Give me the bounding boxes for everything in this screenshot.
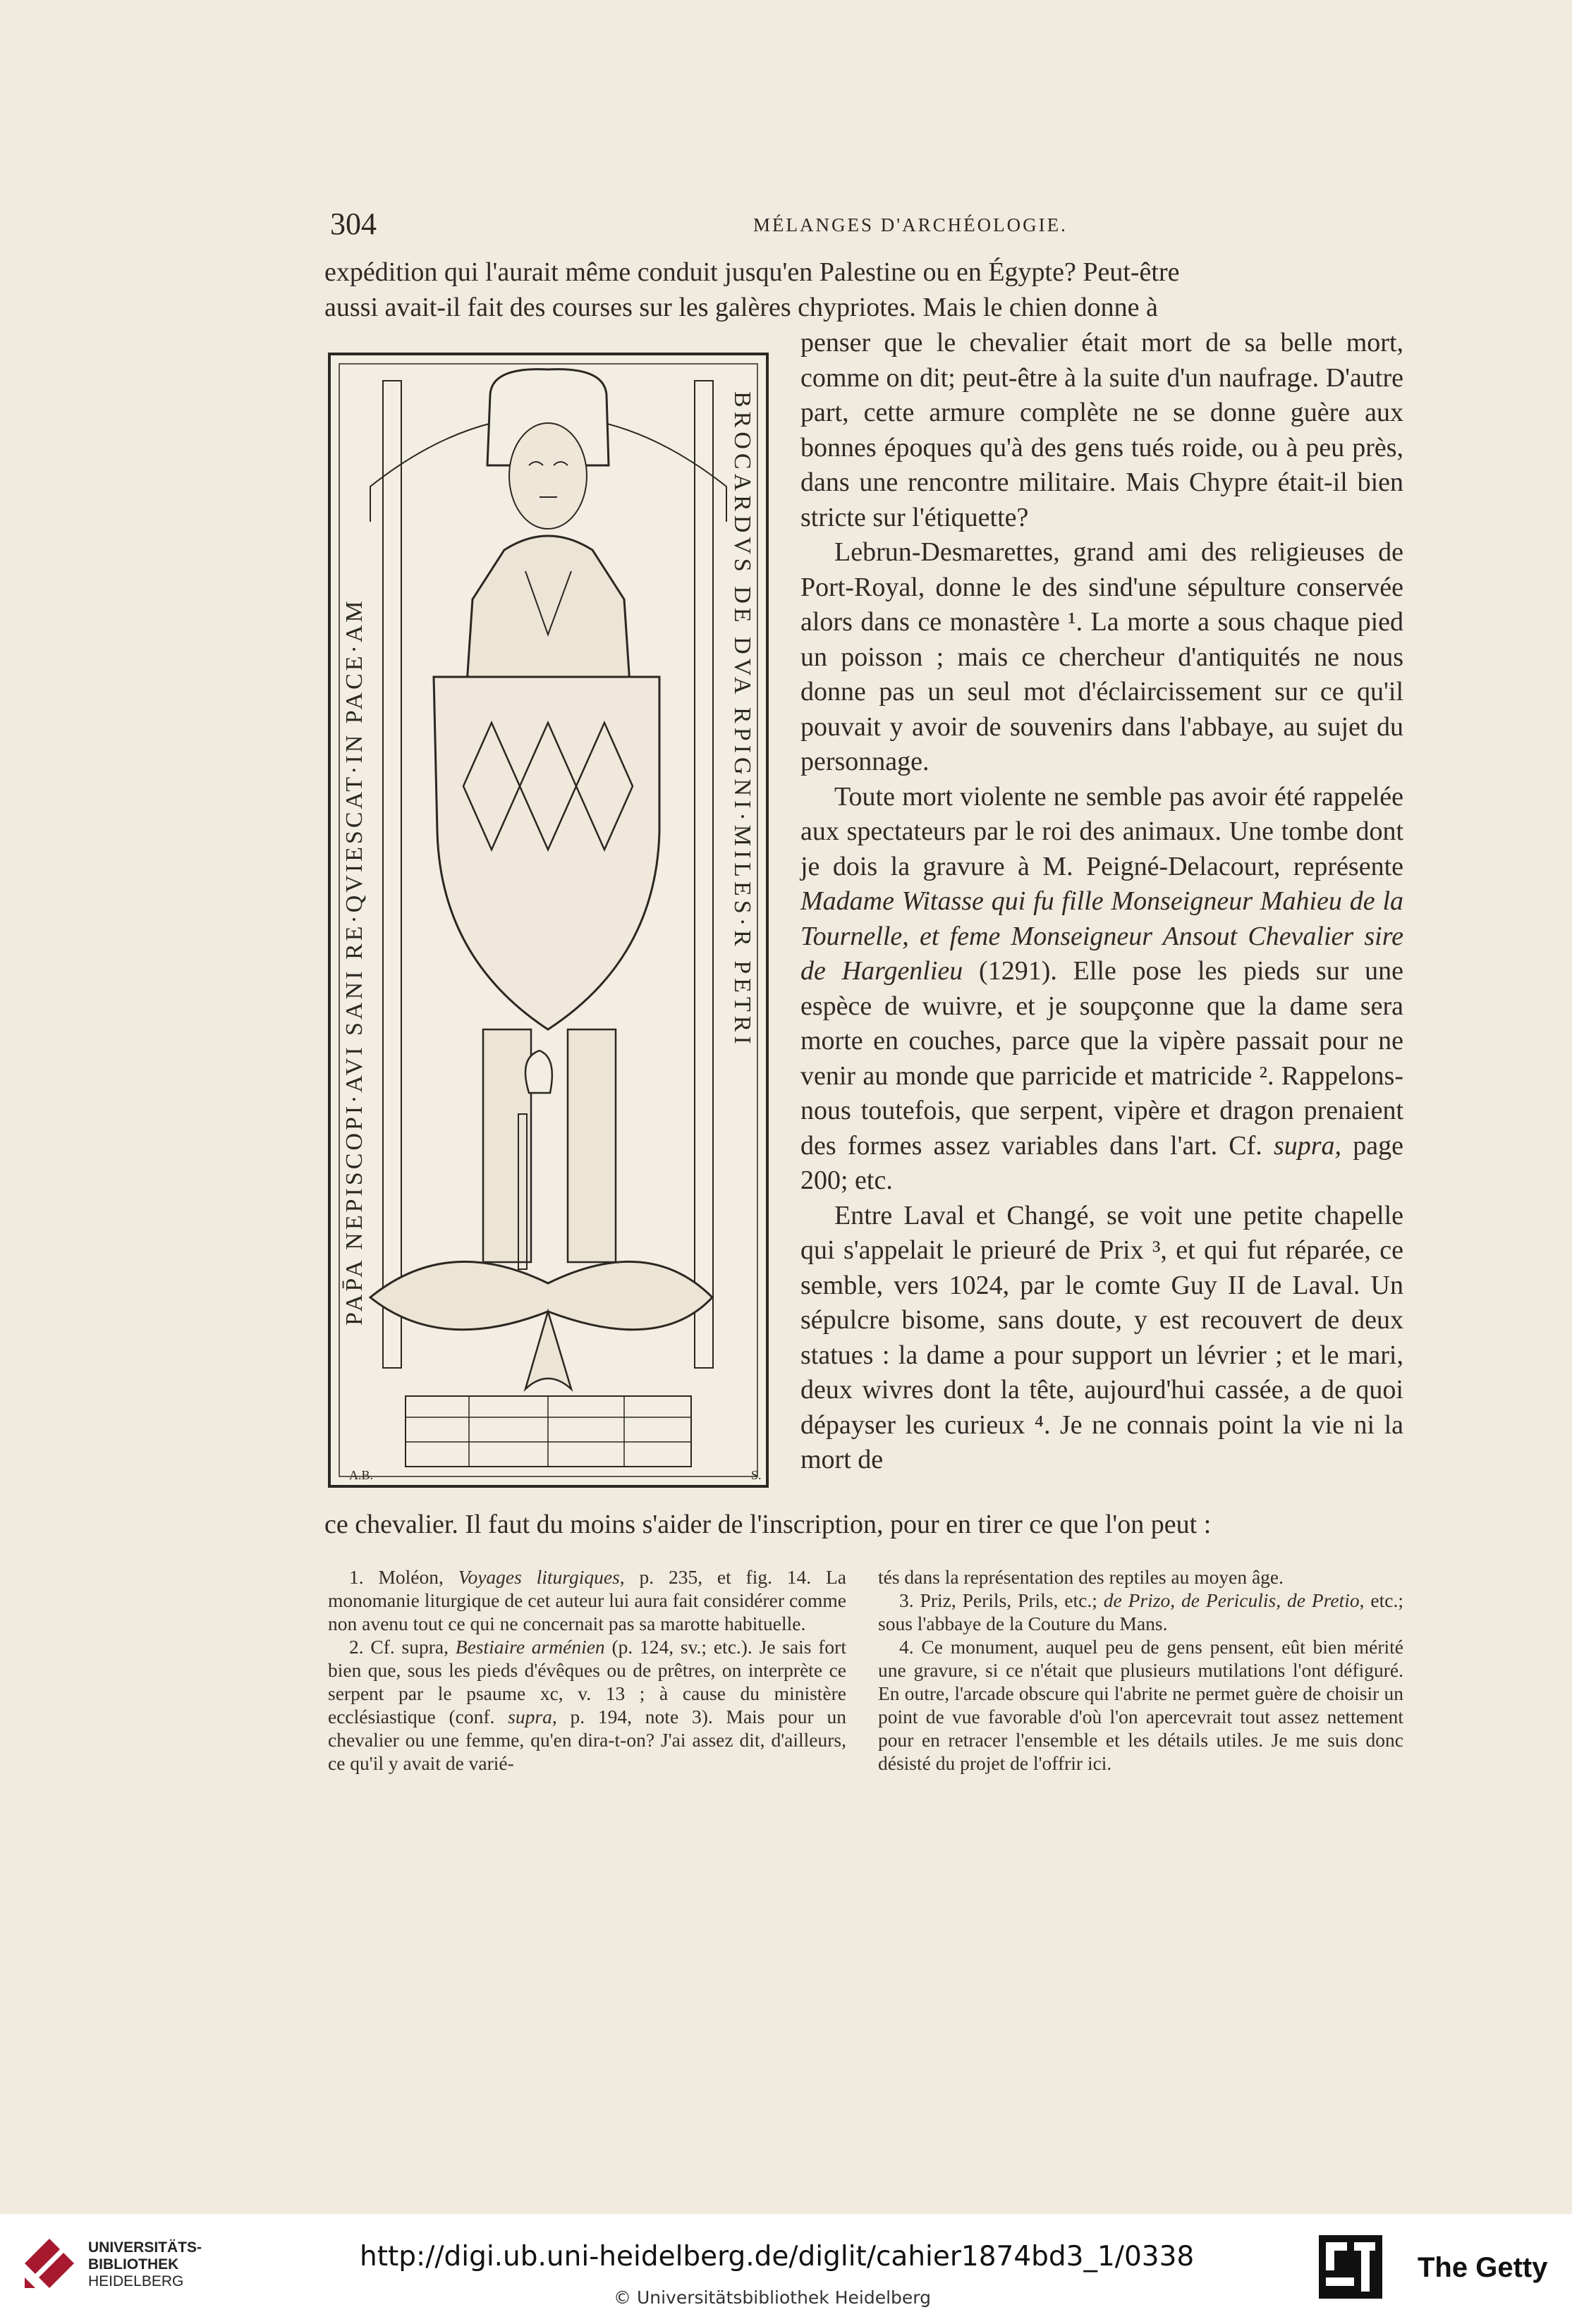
- footnote-2: 2. Cf. supra, Bestiaire arménien (p. 124, sv.; etc.). Je sais fort bien que, sous les pieds d'évêques ou de prêtres, on interprète ce serpent par le psaume xc, v. 13 ; à cause du ministère ecclésiastique (conf. supra, p. 194, note 3). Mais pour un chevalier ou une femme, qu'en dira-t-on? J'ai assez dit, d'ailleurs, ce qu'il y avait de varié-: [328, 1636, 846, 1774]
- paragraph-3: Toute mort violente ne semble pas avoir été rappelée aux spectateurs par le roi des animaux. Une tombe dont je dois la gravure à M. Peigné-Delacourt, représente Madame Witasse qui fu fille Monseigneur Mahieu de la Tournelle, et feme Monseigneur Ansout Chevalier sire de Hargenlieu (1291). Elle pose les pieds sur une espèce de wuivre, et je soupçonne que la dame sera morte en couches, parce que la vipère passait pour ne venir au monde que parricide et matricide ². Rappelons-nous toutefois, que serpent, vipère et dragon prenaient des formes assez variables dans l'art. Cf. supra, page 200; etc.: [800, 781, 1403, 1195]
- permalink-url[interactable]: http://digi.ub.uni-heidelberg.de/diglit/cahier1874bd3_1/0338: [360, 2241, 1195, 2273]
- copyright-notice: © Universitätsbibliothek Heidelberg: [614, 2287, 932, 2308]
- engraver-sign: S.: [751, 1468, 762, 1482]
- footnote-3: 3. Priz, Perils, Prils, etc.; de Prizo, de Periculis, de Pretio, etc.; sous l'abbaye de la Couture du Mans.: [878, 1589, 1403, 1634]
- dog-figure: [525, 1051, 552, 1093]
- university-library-logo-icon[interactable]: [21, 2235, 78, 2292]
- page-number: 304: [330, 207, 377, 241]
- footnotes-right: [878, 1565, 1403, 1775]
- paragraph-1: penser que le chevalier était mort de sa belle mort, comme on dit; peut-être à la suite d'un naufrage. D'autre part, cette armure complète ne se donne guère aux bonnes époques qu'à des gens tués roide, ou à peu près, dans une rencontre militaire. Mais Chypre était-il bien stricte sur l'étiquette?: [800, 328, 1403, 532]
- paragraph-2: Lebrun-Desmarettes, grand ami des religieuses de Port-Royal, donne le des sind'une sépulture conservée alors dans ce monastère ¹. La morte a sous chaque pied un poisson ; mais ce chercheur d'antiquités ne nous donne pas un seul mot d'éclaircissement sur ce qu'il pouvait y avoir de souvenirs dans l'abbaye, au sujet du personnage.: [800, 537, 1403, 776]
- text-line-2: aussi avait-il fait des courses sur les galères chypriotes. Mais le chien donne à: [324, 293, 1158, 322]
- text-line-1: expédition qui l'aurait même conduit jusqu'en Palestine ou en Égypte? Peut-être: [324, 257, 1180, 287]
- right-column-text: [800, 326, 1403, 1478]
- footnote-4: 4. Ce monument, auquel peu de gens pensent, eût bien mérité une gravure, si ce n'était que plusieurs mutilations l'ont défiguré. En outre, l'arcade obscure qui l'abrite ne permet guère de choisir un point de vue favorable d'où l'on apercevrait tout assez nettement pour en retracer l'ensemble et les détails utiles. Je me suis donc désisté du projet de l'offrir ici.: [878, 1636, 1403, 1774]
- footnote-1: 1. Moléon, Voyages liturgiques, p. 235, et fig. 14. La monomanie liturgique de cet auteur lui aura fait considérer comme non avenu tout ce qui ne concernait pas sa marotte habituelle.: [328, 1566, 846, 1634]
- paragraph-4: Entre Laval et Changé, se voit une petite chapelle qui s'appelait le prieuré de Prix ³, et qui fut réparée, ce semble, vers 1024, par le comte Guy II de Laval. Un sépulcre bisome, sans doute, y est recouvert de deux statues : la dame a pour support un lévrier ; et le mari, deux wivres dont la tête, aujourd'hui cassée, a de quoi dépayser les curieux ⁴. Je ne connais point la vie ni la mort de: [800, 1200, 1403, 1474]
- footnotes-left: [328, 1565, 846, 1775]
- getty-name[interactable]: The Getty: [1418, 2252, 1548, 2283]
- tomb-engraving-figure: [328, 353, 769, 1488]
- university-library-name[interactable]: UNIVERSITÄTS- BIBLIOTHEK HEIDELBERG: [88, 2239, 202, 2289]
- inscription-left: PAP̄A NEPISCOPI·AVI SANI RE·QVIESCAT·IN PACE·AM: [341, 598, 367, 1326]
- getty-logo-icon[interactable]: [1319, 2235, 1382, 2299]
- viewer-footer: [0, 2214, 1572, 2324]
- engraver-initials: A.B.: [349, 1468, 374, 1482]
- text-line-last: ce chevalier. Il faut du moins s'aider de l'inscription, pour en tirer ce que l'on peut :: [324, 1510, 1212, 1539]
- footnote-2-continued: tés dans la représentation des reptiles au moyen âge.: [878, 1566, 1284, 1588]
- inscription-right: BROCARDVS DE DVA RPIGNI·MILES·R PETRI: [729, 391, 755, 1048]
- running-head: [330, 206, 1403, 241]
- running-title: MÉLANGES D'ARCHÉOLOGIE.: [753, 214, 1068, 236]
